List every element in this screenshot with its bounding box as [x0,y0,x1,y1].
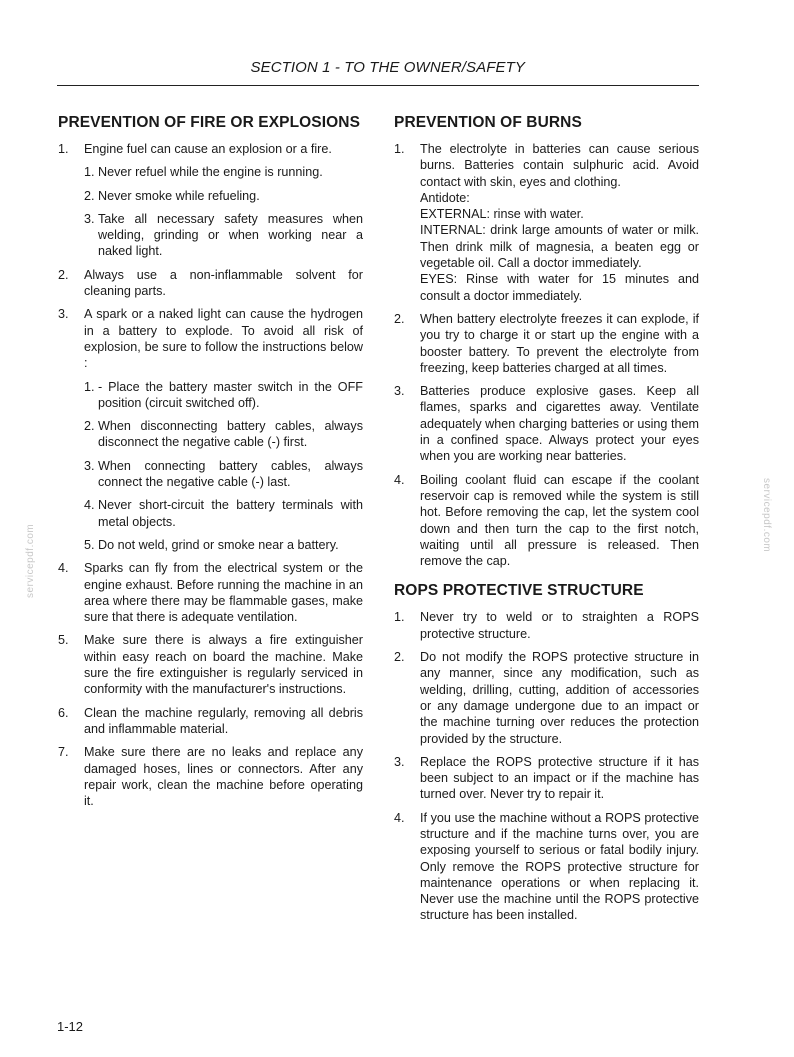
sub-item-number: 2. [84,188,95,203]
item-number: 3. [394,754,405,769]
list-item [58,744,363,809]
item-text: Sparks can fly from the electrical system or the engine exhaust. Before running the machine in an area where there may be flammable gases, make sure that there is adequate ventilation. [84,561,363,625]
left-column [58,114,363,816]
fire-heading: PREVENTION OF FIRE OR EXPLOSIONS [58,114,361,131]
item-text: EYES: Rinse with water for 15 minutes and consult a doctor immediately. [420,272,699,303]
list-item [394,311,699,376]
item-text: Always use a non-inflammable solvent for cleaning parts. [84,267,363,299]
item-text: Replace the ROPS protective structure if it has been subject to an impact or if the machine has turned over. Never try to repair it. [420,754,699,802]
fire-list [58,141,363,809]
item-text: When battery electrolyte freezes it can explode, if you try to charge it or start up the engine with a booster battery. To prevent the electrolyte from freezing, keep batteries charged at all times. [420,311,699,375]
page-number: 1-12 [57,1019,84,1034]
list-item [394,141,699,304]
sub-item-text: When disconnecting battery cables, always disconnect the negative cable (-) first. [98,419,363,450]
sub-item-text: Never short-circuit the battery terminals with metal objects. [98,498,363,529]
item-text: Engine fuel can cause an explosion or a fire. [84,142,332,156]
sub-item-text: - Place the battery master switch in the OFF position (circuit switched off). [98,379,363,410]
burns-heading: PREVENTION OF BURNS [394,114,582,131]
sub-list-item [58,211,363,260]
item-number: 1. [58,142,69,156]
item-text: The electrolyte in batteries can cause serious burns. Batteries contain sulphuric acid. Avoid contact with skin, eyes and clothing. [420,142,699,189]
sub-item-text: When connecting battery cables, always connect the negative cable (-) last. [98,458,363,490]
item-text: If you use the machine without a ROPS protective structure and if the machine turns over, you are exposing yourself to serious or fatal bodily injury. Only remove the ROPS protective structure for maintenance operations or when replacing it. Never use the machine until the ROPS protective structure has been installed. [420,810,699,923]
list-item [58,141,363,157]
item-number: 3. [394,384,405,399]
item-number: 2. [394,650,405,665]
item-number: 4. [394,810,405,825]
watermark-left: servicepdf.com [25,523,36,598]
item-number: 1. [394,142,405,156]
sub-list-item [58,458,363,491]
watermark-right: servicepdf.com [761,478,772,553]
sub-item-text: Never refuel while the engine is running. [98,165,323,180]
list-item [58,560,363,625]
sub-item-number: 5. [84,537,95,552]
list-item [394,609,699,642]
item-text: Batteries produce explosive gases. Keep all flames, sparks and cigarettes away. Ventilate adequately when charging batteries or using them in a confined space. Always protect your eyes when you are working near batteries. [420,384,699,464]
item-text: Boiling coolant fluid can escape if the coolant reservoir cap is removed while the system is still hot. Before removing the cap, let the system cool down and then turn the cap to the first notch, waiting until all pressure is released. Then remove the cap. [420,472,699,569]
rops-list [394,609,699,923]
item-number: 7. [58,745,69,760]
sub-list-item [58,418,363,451]
page-header [57,57,699,86]
item-number: 2. [58,267,69,282]
item-text: Clean the machine regularly, removing all debris and inflammable material. [84,705,363,736]
right-column [394,114,699,931]
sub-item-number: 2. [84,419,95,434]
list-item [394,472,699,570]
sub-list-item [58,188,363,204]
sub-item-text: Never smoke while refueling. [98,188,260,203]
item-text: EXTERNAL: rinse with water. [420,207,584,222]
item-number: 2. [394,311,405,326]
sub-item-number: 4. [84,498,95,513]
list-item [58,267,363,300]
list-item [58,632,363,697]
list-item [394,754,699,803]
item-number: 4. [58,561,69,576]
list-item [58,306,363,371]
sub-list-item [58,379,363,412]
sub-item-number: 3. [84,211,95,226]
list-item [394,810,699,924]
item-number: 1. [394,610,405,625]
item-text: Antidote: [420,190,470,205]
sub-item-text: Do not weld, grind or smoke near a battery. [98,537,339,552]
item-number: 4. [394,472,405,487]
list-item [394,383,699,464]
sub-list-item [58,497,363,530]
item-number: 3. [58,307,69,322]
sub-item-text: Take all necessary safety measures when welding, grinding or when working near a naked light. [98,211,363,259]
section-title: SECTION 1 - TO THE OWNER/SAFETY [250,59,525,76]
item-number: 5. [58,633,69,648]
item-text: A spark or a naked light can cause the hydrogen in a battery to explode. To avoid all risk of explosion, be sure to follow the instructions below : [84,307,363,371]
list-item [58,705,363,738]
item-text: INTERNAL: drink large amounts of water or milk. Then drink milk of magnesia, a beaten egg or vegetable oil. Call a doctor immediately. [420,223,699,271]
item-text: Do not modify the ROPS protective structure in any manner, since any modification, such as welding, drilling, cutting, addition of accessories or any damage undergone due to an impact or the machine turning over reduces the protection provided by the structure. [420,650,699,746]
item-number: 6. [58,705,69,720]
sub-item-number: 1. [84,165,95,180]
list-item [394,649,699,747]
rops-heading: ROPS PROTECTIVE STRUCTURE [394,582,644,600]
item-text: Never try to weld or to straighten a ROPS protective structure. [420,610,699,641]
sub-list-item [58,537,363,553]
item-text: Make sure there is always a fire extinguisher within easy reach on board the machine. Make sure the fire extinguisher is regularly serviced in conformity with the manufacturer's instructions. [84,633,363,697]
sub-item-number: 1. [84,379,95,394]
item-text: Make sure there are no leaks and replace any damaged hoses, lines or connectors. After any repair work, clean the machine before operating it. [84,745,363,809]
sub-list-item [58,164,363,180]
sub-item-number: 3. [84,458,95,473]
burns-list [394,141,699,569]
